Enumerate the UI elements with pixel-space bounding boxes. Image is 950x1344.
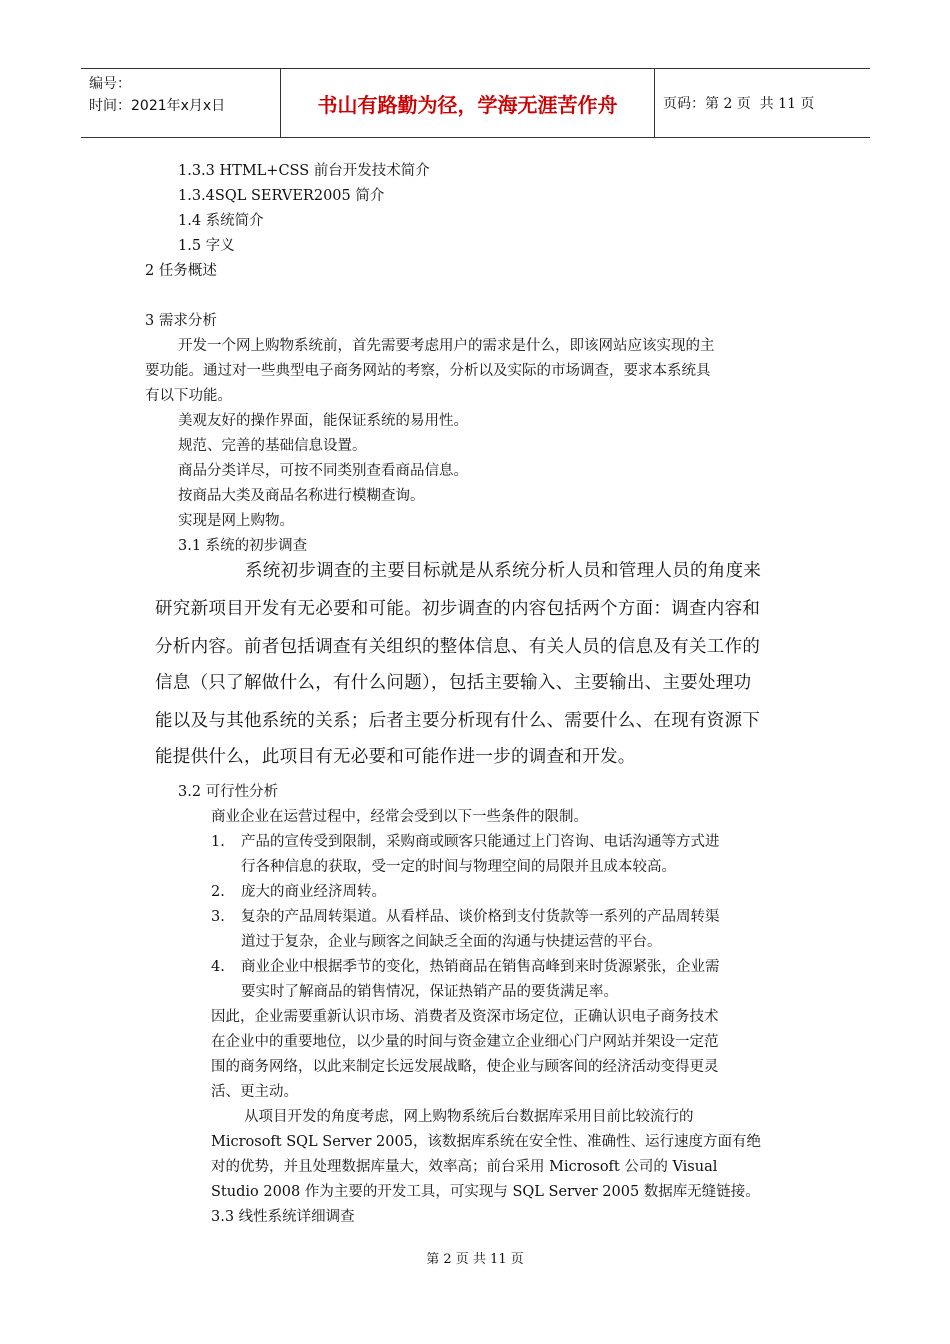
- paragraph-line: 从项目开发的角度考虑，网上购物系统后台数据库采用目前比较流行的: [244, 1109, 694, 1125]
- subsection-heading: 3.1 系统的初步调查: [178, 538, 308, 554]
- paragraph-line: 围的商务网络，以此来制定长远发展战略，使企业与顾客间的经济活动变得更灵: [211, 1059, 719, 1075]
- paragraph-line: 要功能。通过对一些典型电子商务网站的考察，分析以及实际的市场调查，要求本系统具: [145, 363, 711, 379]
- feature-item: 实现是网上购物。: [178, 513, 294, 529]
- list-number: 2.: [211, 884, 225, 900]
- page-footer: 第 2 页 共 11 页: [426, 1252, 524, 1267]
- paragraph-line: 有以下功能。: [145, 388, 232, 404]
- paragraph-line: 活、更主动。: [211, 1084, 298, 1100]
- list-number: 3.: [211, 909, 225, 925]
- page-header: [81, 68, 870, 138]
- list-item: 行各种信息的获取，受一定的时间与物理空间的局限并且成本较高。: [241, 859, 676, 875]
- section-heading: 2 任务概述: [145, 263, 217, 279]
- paragraph-line: 系统初步调查的主要目标就是从系统分析人员和管理人员的角度来: [245, 561, 762, 581]
- section-heading: 3 需求分析: [145, 313, 217, 329]
- paragraph-line: 能提供什么，此项目有无必要和可能作进一步的调查和开发。: [155, 747, 636, 767]
- paragraph-line: 能以及与其他系统的关系；后者主要分析现有什么、需要什么、在现有资源下: [155, 711, 761, 731]
- list-item: 要实时了解商品的销售情况，保证热销产品的要货满足率。: [241, 984, 618, 1000]
- paragraph-line: 研究新项目开发有无必要和可能。初步调查的内容包括两个方面：调查内容和: [155, 599, 761, 619]
- paragraph-line: 分析内容。前者包括调查有关组织的整体信息、有关人员的信息及有关工作的: [155, 637, 761, 657]
- paragraph-line: 开发一个网上购物系统前，首先需要考虑用户的需求是什么，即该网站应该实现的主: [178, 338, 715, 354]
- toc-item: 1.4 系统简介: [178, 213, 264, 229]
- paragraph-line: 因此，企业需要重新认识市场、消费者及资深市场定位，正确认识电子商务技术: [211, 1009, 719, 1025]
- header-meta: [81, 69, 281, 137]
- paragraph-line: 对的优势，并且处理数据库量大，效率高；前台采用 Microsoft 公司的 Visual: [211, 1159, 718, 1175]
- list-number: 4.: [211, 959, 225, 975]
- header-motto: 书山有路勤为径，学海无涯苦作舟: [281, 69, 655, 137]
- toc-item: 1.3.4SQL SERVER2005 简介: [178, 188, 385, 204]
- paragraph-line: Microsoft SQL Server 2005，该数据库系统在安全性、准确性、运行速度方面有绝: [211, 1134, 761, 1150]
- paragraph-line: 在企业中的重要地位，以少量的时间与资金建立企业细心门户网站并架设一定范: [211, 1034, 719, 1050]
- list-number: 1.: [211, 834, 225, 850]
- list-item: 商业企业中根据季节的变化，热销商品在销售高峰到来时货源紧张，企业需: [241, 959, 720, 975]
- list-item: 复杂的产品周转渠道。从看样品、谈价格到支付货款等一系列的产品周转渠: [241, 909, 720, 925]
- paragraph-line: Studio 2008 作为主要的开发工具，可实现与 SQL Server 2005 数据库无缝链接。: [211, 1184, 760, 1200]
- subsection-heading: 3.2 可行性分析: [178, 784, 279, 800]
- toc-item: 1.3.3 HTML+CSS 前台开发技术简介: [178, 163, 430, 179]
- date-label: 时间：2021年x月x日: [89, 98, 226, 114]
- feature-item: 美观友好的操作界面，能保证系统的易用性。: [178, 413, 468, 429]
- paragraph-line: 商业企业在运营过程中，经常会受到以下一些条件的限制。: [211, 809, 588, 825]
- header-page-info: 页码：第 2 页 共 11 页: [663, 96, 815, 112]
- feature-item: 规范、完善的基础信息设置。: [178, 438, 367, 454]
- code-label: 编号：: [89, 76, 131, 92]
- list-item: 道过于复杂，企业与顾客之间缺乏全面的沟通与快捷运营的平台。: [241, 934, 662, 950]
- feature-item: 按商品大类及商品名称进行模糊查询。: [178, 488, 425, 504]
- feature-item: 商品分类详尽，可按不同类别查看商品信息。: [178, 463, 468, 479]
- subsection-heading: 3.3 线性系统详细调查: [211, 1209, 355, 1225]
- list-item: 庞大的商业经济周转。: [241, 884, 386, 900]
- toc-item: 1.5 字义: [178, 238, 235, 254]
- paragraph-line: 信息（只了解做什么，有什么问题），包括主要输入、主要输出、主要处理功: [155, 673, 752, 693]
- list-item: 产品的宣传受到限制，采购商或顾客只能通过上门咨询、电话沟通等方式进: [241, 834, 720, 850]
